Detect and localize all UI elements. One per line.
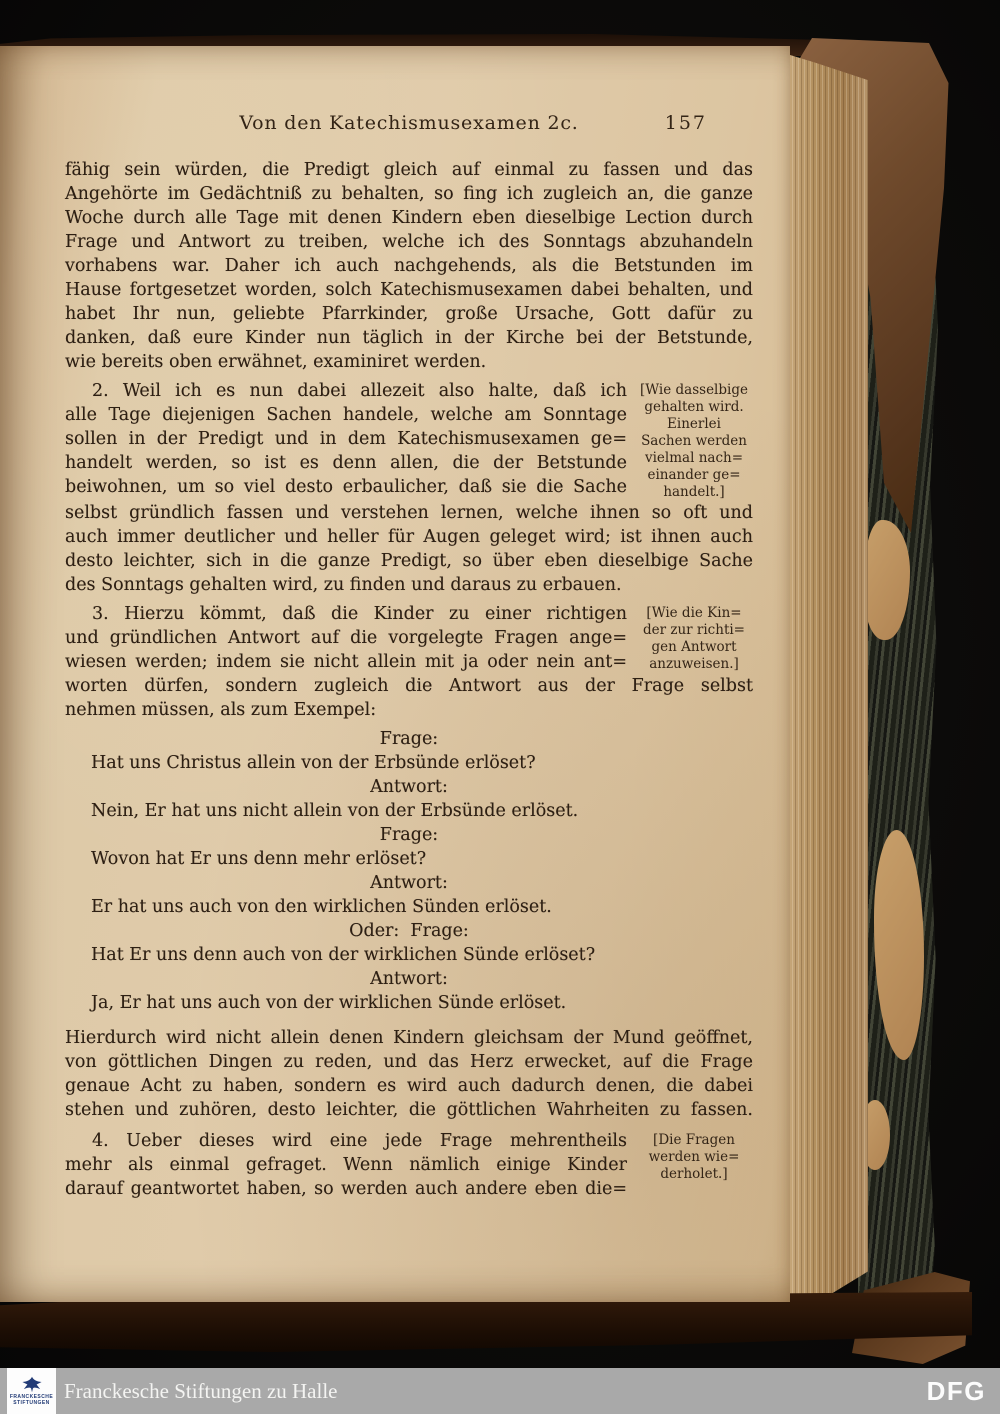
margin-note-line: handelt.] xyxy=(663,484,725,500)
margin-note-line: Sachen werden xyxy=(641,433,747,449)
text-line: 3. Hierzu kömmt, daß die Kinder zu einer richtigen xyxy=(92,604,627,624)
text-line: und gründlichen Antwort auf die vorgelegte Fragen ange= xyxy=(65,628,627,648)
text-line: stehen und zuhören, desto leichter, die göttlichen Wahrheiten zu fassen. xyxy=(65,1100,753,1120)
text-line: 2. Weil ich es nun dabei allezeit also halte, daß ich xyxy=(92,381,627,401)
paragraph xyxy=(65,602,753,722)
text-line: worten dürfen, sondern zugleich die Antwort aus der Frage selbst xyxy=(65,676,753,696)
text-line: alle Tage diejenigen Sachen handele, welche am Sonntage xyxy=(65,405,627,425)
paragraph xyxy=(65,158,753,374)
margin-note-line: der zur richti= xyxy=(642,622,745,638)
page-number: 157 xyxy=(664,112,707,134)
logo-text-line2: STIFTUNGEN xyxy=(13,1400,50,1406)
margin-note-line: einander ge= xyxy=(647,467,741,483)
qa-heading: Antwort: xyxy=(370,873,448,893)
text-line: nehmen müssen, als zum Exempel: xyxy=(65,700,377,720)
text-line: Hause fortgesetzet worden, solch Katechismusexamen dabei behalten, und xyxy=(65,280,753,300)
margin-note-line: [Die Fragen xyxy=(653,1132,735,1148)
text-line: sollen in der Predigt und in dem Katechismusexamen ge= xyxy=(65,429,627,449)
viewer-footer-bar xyxy=(0,1368,1000,1414)
qa-heading: Frage: xyxy=(379,825,439,845)
text-line: Hierdurch wird nicht allein denen Kindern gleichsam der Mund geöffnet, xyxy=(65,1028,753,1048)
franckesche-stiftungen-logo xyxy=(7,1368,56,1414)
qa-block xyxy=(65,727,753,1015)
margin-note-line: [Wie die Kin= xyxy=(646,605,742,621)
margin-note-line: anzuweisen.] xyxy=(649,656,739,672)
eagle-icon xyxy=(20,1376,44,1393)
qa-heading: Antwort: xyxy=(370,777,448,797)
text-line: mehr als einmal gefraget. Wenn nämlich einige Kinder xyxy=(65,1155,627,1175)
paragraph xyxy=(65,379,753,597)
margin-note-line: derholet.] xyxy=(660,1166,728,1182)
text-line: genaue Acht zu haben, sondern es wird auch dadurch denen, die dabei xyxy=(65,1076,753,1096)
paragraph xyxy=(65,1026,753,1122)
footer-institution-name: Franckesche Stiftungen zu Halle xyxy=(64,1379,338,1403)
qa-heading: Antwort: xyxy=(370,969,448,989)
margin-note-line: gehalten wird. xyxy=(644,399,744,415)
text-line: darauf geantwortet haben, so werden auch andere eben die= xyxy=(65,1179,627,1199)
qa-heading: Frage: xyxy=(379,729,439,749)
text-line: 4. Ueber dieses wird eine jede Frage mehrentheils xyxy=(92,1131,627,1151)
book-page-stack-edge xyxy=(786,50,868,1304)
qa-line: Er hat uns auch von den wirklichen Sünden erlöset. xyxy=(91,897,552,917)
text-line: vorhabens war. Daher ich auch nachgehends, als die Betstunden im xyxy=(65,256,753,276)
page-header xyxy=(65,112,753,138)
paragraph xyxy=(65,1129,753,1201)
text-line: fähig sein würden, die Predigt gleich auf einmal zu fassen und das xyxy=(65,160,753,180)
margin-note-line: werden wie= xyxy=(648,1149,740,1165)
text-line: habet Ihr nun, geliebte Pfarrkinder, große Ursache, Gott dafür zu xyxy=(65,304,753,324)
cover-tear-patch xyxy=(864,520,910,640)
margin-note xyxy=(635,1129,753,1183)
text-line: von göttlichen Dingen zu reden, und das Herz erwecket, auf die Frage xyxy=(65,1052,753,1072)
page-scan xyxy=(0,46,790,1302)
text-line: des Sonntags gehalten wird, zu finden und daraus zu erbauen. xyxy=(65,575,622,595)
qa-heading: Oder: Frage: xyxy=(349,921,469,941)
page-text-block xyxy=(65,158,753,1201)
margin-note-line: Einerlei xyxy=(667,416,721,432)
qa-line: Wovon hat Er uns denn mehr erlöset? xyxy=(91,849,427,869)
text-line: wie bereits oben erwähnet, examiniret werden. xyxy=(65,352,487,372)
text-line: Angehörte im Gedächtniß zu behalten, so fing ich zugleich an, die ganze xyxy=(65,184,753,204)
text-line: Woche durch alle Tage mit denen Kindern eben dieselbige Lection durch xyxy=(65,208,753,228)
text-line: handelt werden, so ist es denn allen, die der Betstunde xyxy=(65,453,627,473)
margin-note xyxy=(635,379,753,501)
text-line: desto leichter, sich in die ganze Predigt, so über eben dieselbige Sache xyxy=(65,551,753,571)
margin-note-line: gen Antwort xyxy=(651,639,737,655)
text-line: Frage und Antwort zu treiben, welche ich des Sonntags abzuhandeln xyxy=(65,232,753,252)
margin-note-line: vielmal nach= xyxy=(644,450,744,466)
running-title: Von den Katechismusexamen 2c. xyxy=(239,112,579,134)
cover-tear-patch xyxy=(874,830,924,1060)
text-line: auch immer deutlicher und heller für Augen geleget wird; ist ihnen auch xyxy=(65,527,753,547)
qa-line: Nein, Er hat uns nicht allein von der Erbsünde erlöset. xyxy=(91,801,579,821)
text-line: selbst gründlich fassen und verstehen lernen, welche ihnen so oft und xyxy=(65,503,753,523)
margin-note xyxy=(635,602,753,673)
margin-note-line: [Wie dasselbige xyxy=(640,382,748,398)
logo-text-line1: FRANCKESCHE xyxy=(9,1394,54,1400)
text-line: wiesen werden; indem sie nicht allein mit ja oder nein ant= xyxy=(65,652,627,672)
qa-line: Ja, Er hat uns auch von der wirklichen Sünde erlöset. xyxy=(91,993,567,1013)
qa-line: Hat Er uns denn auch von der wirklichen Sünde erlöset? xyxy=(91,945,596,965)
text-line: beiwohnen, um so viel desto erbaulicher, daß sie die Sache xyxy=(65,477,627,497)
dfg-logo: DFG xyxy=(926,1376,986,1406)
qa-line: Hat uns Christus allein von der Erbsünde erlöset? xyxy=(91,753,536,773)
text-line: danken, daß eure Kinder nun täglich in der Kirche bei der Betstunde, xyxy=(65,328,753,348)
